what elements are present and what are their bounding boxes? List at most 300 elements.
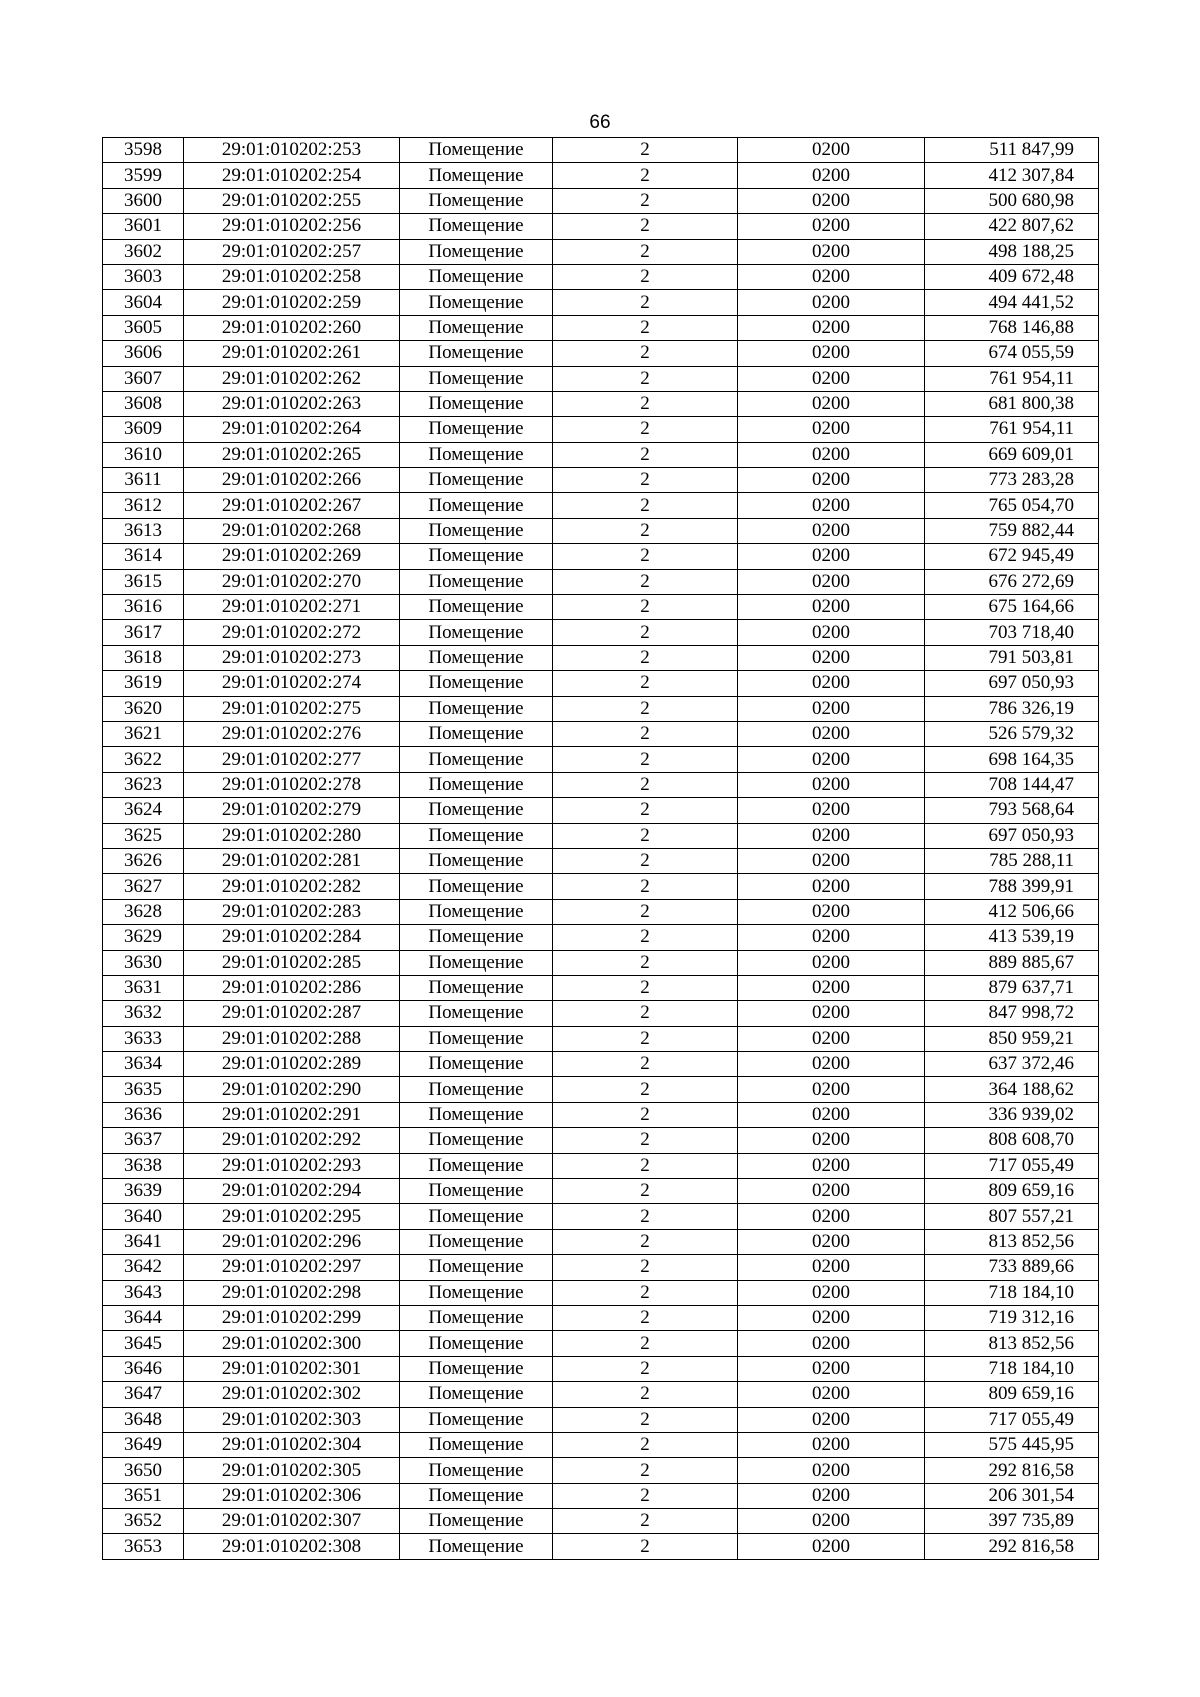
value-cell: 761 954,11 bbox=[925, 366, 1099, 391]
object-type-cell: Помещение bbox=[400, 1356, 553, 1381]
row-number-cell: 3631 bbox=[103, 975, 184, 1000]
code-cell: 0200 bbox=[738, 518, 925, 543]
table-row bbox=[103, 1509, 1099, 1534]
object-type-cell: Помещение bbox=[400, 1432, 553, 1457]
cadastral-number-cell: 29:01:010202:271 bbox=[184, 595, 400, 620]
value-cell: 364 188,62 bbox=[925, 1077, 1099, 1102]
value-cell: 718 184,10 bbox=[925, 1280, 1099, 1305]
code-cell: 0200 bbox=[738, 1382, 925, 1407]
object-type-cell: Помещение bbox=[400, 442, 553, 467]
value-cell: 847 998,72 bbox=[925, 1001, 1099, 1026]
cadastral-number-cell: 29:01:010202:260 bbox=[184, 315, 400, 340]
value-cell: 498 188,25 bbox=[925, 239, 1099, 264]
object-type-cell: Помещение bbox=[400, 1026, 553, 1051]
value-cell: 697 050,93 bbox=[925, 823, 1099, 848]
count-cell: 2 bbox=[553, 1432, 738, 1457]
count-cell: 2 bbox=[553, 950, 738, 975]
cadastral-number-cell: 29:01:010202:253 bbox=[184, 138, 400, 163]
row-number-cell: 3617 bbox=[103, 620, 184, 645]
code-cell: 0200 bbox=[738, 1001, 925, 1026]
count-cell: 2 bbox=[553, 620, 738, 645]
row-number-cell: 3609 bbox=[103, 417, 184, 442]
count-cell: 2 bbox=[553, 315, 738, 340]
table-row bbox=[103, 138, 1099, 163]
count-cell: 2 bbox=[553, 1509, 738, 1534]
object-type-cell: Помещение bbox=[400, 264, 553, 289]
cadastral-number-cell: 29:01:010202:263 bbox=[184, 391, 400, 416]
object-type-cell: Помещение bbox=[400, 823, 553, 848]
code-cell: 0200 bbox=[738, 290, 925, 315]
object-type-cell: Помещение bbox=[400, 1001, 553, 1026]
object-type-cell: Помещение bbox=[400, 1534, 553, 1559]
cadastral-number-cell: 29:01:010202:280 bbox=[184, 823, 400, 848]
count-cell: 2 bbox=[553, 798, 738, 823]
count-cell: 2 bbox=[553, 1153, 738, 1178]
value-cell: 807 557,21 bbox=[925, 1204, 1099, 1229]
cadastral-number-cell: 29:01:010202:254 bbox=[184, 163, 400, 188]
row-number-cell: 3637 bbox=[103, 1128, 184, 1153]
cadastral-number-cell: 29:01:010202:304 bbox=[184, 1432, 400, 1457]
count-cell: 2 bbox=[553, 1483, 738, 1508]
value-cell: 768 146,88 bbox=[925, 315, 1099, 340]
table-row bbox=[103, 1102, 1099, 1127]
row-number-cell: 3650 bbox=[103, 1458, 184, 1483]
value-cell: 850 959,21 bbox=[925, 1026, 1099, 1051]
row-number-cell: 3598 bbox=[103, 138, 184, 163]
cadastral-number-cell: 29:01:010202:283 bbox=[184, 899, 400, 924]
registry-table bbox=[102, 137, 1099, 1560]
object-type-cell: Помещение bbox=[400, 1255, 553, 1280]
table-row bbox=[103, 1483, 1099, 1508]
object-type-cell: Помещение bbox=[400, 1331, 553, 1356]
value-cell: 733 889,66 bbox=[925, 1255, 1099, 1280]
count-cell: 2 bbox=[553, 290, 738, 315]
object-type-cell: Помещение bbox=[400, 138, 553, 163]
code-cell: 0200 bbox=[738, 1432, 925, 1457]
object-type-cell: Помещение bbox=[400, 925, 553, 950]
row-number-cell: 3635 bbox=[103, 1077, 184, 1102]
value-cell: 676 272,69 bbox=[925, 569, 1099, 594]
code-cell: 0200 bbox=[738, 1229, 925, 1254]
count-cell: 2 bbox=[553, 264, 738, 289]
value-cell: 409 672,48 bbox=[925, 264, 1099, 289]
value-cell: 698 164,35 bbox=[925, 747, 1099, 772]
row-number-cell: 3633 bbox=[103, 1026, 184, 1051]
code-cell: 0200 bbox=[738, 391, 925, 416]
code-cell: 0200 bbox=[738, 163, 925, 188]
count-cell: 2 bbox=[553, 1331, 738, 1356]
table-row bbox=[103, 1407, 1099, 1432]
value-cell: 412 307,84 bbox=[925, 163, 1099, 188]
count-cell: 2 bbox=[553, 1534, 738, 1559]
table-row bbox=[103, 1331, 1099, 1356]
object-type-cell: Помещение bbox=[400, 518, 553, 543]
value-cell: 791 503,81 bbox=[925, 645, 1099, 670]
table-row bbox=[103, 1458, 1099, 1483]
code-cell: 0200 bbox=[738, 772, 925, 797]
row-number-cell: 3652 bbox=[103, 1509, 184, 1534]
object-type-cell: Помещение bbox=[400, 1204, 553, 1229]
cadastral-number-cell: 29:01:010202:285 bbox=[184, 950, 400, 975]
value-cell: 773 283,28 bbox=[925, 468, 1099, 493]
count-cell: 2 bbox=[553, 442, 738, 467]
count-cell: 2 bbox=[553, 772, 738, 797]
object-type-cell: Помещение bbox=[400, 188, 553, 213]
value-cell: 813 852,56 bbox=[925, 1331, 1099, 1356]
cadastral-number-cell: 29:01:010202:290 bbox=[184, 1077, 400, 1102]
row-number-cell: 3626 bbox=[103, 848, 184, 873]
value-cell: 637 372,46 bbox=[925, 1052, 1099, 1077]
row-number-cell: 3614 bbox=[103, 544, 184, 569]
code-cell: 0200 bbox=[738, 493, 925, 518]
count-cell: 2 bbox=[553, 1102, 738, 1127]
count-cell: 2 bbox=[553, 518, 738, 543]
cadastral-number-cell: 29:01:010202:307 bbox=[184, 1509, 400, 1534]
row-number-cell: 3613 bbox=[103, 518, 184, 543]
code-cell: 0200 bbox=[738, 366, 925, 391]
cadastral-number-cell: 29:01:010202:276 bbox=[184, 721, 400, 746]
object-type-cell: Помещение bbox=[400, 366, 553, 391]
code-cell: 0200 bbox=[738, 595, 925, 620]
cadastral-number-cell: 29:01:010202:258 bbox=[184, 264, 400, 289]
table-row bbox=[103, 214, 1099, 239]
table-row bbox=[103, 823, 1099, 848]
cadastral-number-cell: 29:01:010202:295 bbox=[184, 1204, 400, 1229]
object-type-cell: Помещение bbox=[400, 1077, 553, 1102]
table-row bbox=[103, 595, 1099, 620]
cadastral-number-cell: 29:01:010202:273 bbox=[184, 645, 400, 670]
value-cell: 397 735,89 bbox=[925, 1509, 1099, 1534]
object-type-cell: Помещение bbox=[400, 721, 553, 746]
object-type-cell: Помещение bbox=[400, 848, 553, 873]
count-cell: 2 bbox=[553, 544, 738, 569]
table-row bbox=[103, 925, 1099, 950]
row-number-cell: 3636 bbox=[103, 1102, 184, 1127]
table-row bbox=[103, 671, 1099, 696]
count-cell: 2 bbox=[553, 188, 738, 213]
value-cell: 697 050,93 bbox=[925, 671, 1099, 696]
table-row bbox=[103, 1229, 1099, 1254]
table-row bbox=[103, 391, 1099, 416]
count-cell: 2 bbox=[553, 341, 738, 366]
table-row bbox=[103, 1255, 1099, 1280]
count-cell: 2 bbox=[553, 899, 738, 924]
table-row bbox=[103, 1305, 1099, 1330]
row-number-cell: 3625 bbox=[103, 823, 184, 848]
object-type-cell: Помещение bbox=[400, 341, 553, 366]
value-cell: 675 164,66 bbox=[925, 595, 1099, 620]
object-type-cell: Помещение bbox=[400, 290, 553, 315]
value-cell: 206 301,54 bbox=[925, 1483, 1099, 1508]
cadastral-number-cell: 29:01:010202:293 bbox=[184, 1153, 400, 1178]
row-number-cell: 3606 bbox=[103, 341, 184, 366]
row-number-cell: 3607 bbox=[103, 366, 184, 391]
code-cell: 0200 bbox=[738, 544, 925, 569]
cadastral-number-cell: 29:01:010202:300 bbox=[184, 1331, 400, 1356]
value-cell: 759 882,44 bbox=[925, 518, 1099, 543]
table-row bbox=[103, 188, 1099, 213]
value-cell: 809 659,16 bbox=[925, 1382, 1099, 1407]
row-number-cell: 3627 bbox=[103, 874, 184, 899]
code-cell: 0200 bbox=[738, 975, 925, 1000]
row-number-cell: 3645 bbox=[103, 1331, 184, 1356]
code-cell: 0200 bbox=[738, 1204, 925, 1229]
cadastral-number-cell: 29:01:010202:279 bbox=[184, 798, 400, 823]
table-row bbox=[103, 772, 1099, 797]
count-cell: 2 bbox=[553, 391, 738, 416]
row-number-cell: 3640 bbox=[103, 1204, 184, 1229]
object-type-cell: Помещение bbox=[400, 239, 553, 264]
cadastral-number-cell: 29:01:010202:269 bbox=[184, 544, 400, 569]
count-cell: 2 bbox=[553, 1280, 738, 1305]
cadastral-number-cell: 29:01:010202:287 bbox=[184, 1001, 400, 1026]
code-cell: 0200 bbox=[738, 645, 925, 670]
table-row bbox=[103, 848, 1099, 873]
table-row bbox=[103, 442, 1099, 467]
row-number-cell: 3603 bbox=[103, 264, 184, 289]
value-cell: 809 659,16 bbox=[925, 1179, 1099, 1204]
row-number-cell: 3630 bbox=[103, 950, 184, 975]
cadastral-number-cell: 29:01:010202:278 bbox=[184, 772, 400, 797]
count-cell: 2 bbox=[553, 1382, 738, 1407]
code-cell: 0200 bbox=[738, 747, 925, 772]
count-cell: 2 bbox=[553, 1458, 738, 1483]
cadastral-number-cell: 29:01:010202:255 bbox=[184, 188, 400, 213]
cadastral-number-cell: 29:01:010202:297 bbox=[184, 1255, 400, 1280]
count-cell: 2 bbox=[553, 671, 738, 696]
count-cell: 2 bbox=[553, 595, 738, 620]
row-number-cell: 3612 bbox=[103, 493, 184, 518]
table-row bbox=[103, 1432, 1099, 1457]
object-type-cell: Помещение bbox=[400, 1509, 553, 1534]
page-number: 66 bbox=[589, 112, 611, 133]
count-cell: 2 bbox=[553, 138, 738, 163]
code-cell: 0200 bbox=[738, 925, 925, 950]
value-cell: 511 847,99 bbox=[925, 138, 1099, 163]
value-cell: 793 568,64 bbox=[925, 798, 1099, 823]
code-cell: 0200 bbox=[738, 442, 925, 467]
cadastral-number-cell: 29:01:010202:305 bbox=[184, 1458, 400, 1483]
count-cell: 2 bbox=[553, 874, 738, 899]
cadastral-number-cell: 29:01:010202:268 bbox=[184, 518, 400, 543]
table-row bbox=[103, 1356, 1099, 1381]
object-type-cell: Помещение bbox=[400, 493, 553, 518]
table-row bbox=[103, 239, 1099, 264]
code-cell: 0200 bbox=[738, 1483, 925, 1508]
cadastral-number-cell: 29:01:010202:272 bbox=[184, 620, 400, 645]
code-cell: 0200 bbox=[738, 1128, 925, 1153]
value-cell: 808 608,70 bbox=[925, 1128, 1099, 1153]
table-row bbox=[103, 1001, 1099, 1026]
object-type-cell: Помещение bbox=[400, 1102, 553, 1127]
code-cell: 0200 bbox=[738, 798, 925, 823]
table-row bbox=[103, 163, 1099, 188]
object-type-cell: Помещение bbox=[400, 1229, 553, 1254]
code-cell: 0200 bbox=[738, 1305, 925, 1330]
object-type-cell: Помещение bbox=[400, 315, 553, 340]
value-cell: 336 939,02 bbox=[925, 1102, 1099, 1127]
object-type-cell: Помещение bbox=[400, 747, 553, 772]
value-cell: 575 445,95 bbox=[925, 1432, 1099, 1457]
row-number-cell: 3602 bbox=[103, 239, 184, 264]
table-row bbox=[103, 366, 1099, 391]
code-cell: 0200 bbox=[738, 1407, 925, 1432]
row-number-cell: 3646 bbox=[103, 1356, 184, 1381]
code-cell: 0200 bbox=[738, 1356, 925, 1381]
code-cell: 0200 bbox=[738, 950, 925, 975]
value-cell: 719 312,16 bbox=[925, 1305, 1099, 1330]
cadastral-number-cell: 29:01:010202:282 bbox=[184, 874, 400, 899]
table-row bbox=[103, 798, 1099, 823]
count-cell: 2 bbox=[553, 163, 738, 188]
value-cell: 526 579,32 bbox=[925, 721, 1099, 746]
row-number-cell: 3644 bbox=[103, 1305, 184, 1330]
value-cell: 813 852,56 bbox=[925, 1229, 1099, 1254]
count-cell: 2 bbox=[553, 1179, 738, 1204]
object-type-cell: Помещение bbox=[400, 1179, 553, 1204]
code-cell: 0200 bbox=[738, 1179, 925, 1204]
count-cell: 2 bbox=[553, 569, 738, 594]
row-number-cell: 3610 bbox=[103, 442, 184, 467]
code-cell: 0200 bbox=[738, 1255, 925, 1280]
value-cell: 717 055,49 bbox=[925, 1407, 1099, 1432]
code-cell: 0200 bbox=[738, 1509, 925, 1534]
count-cell: 2 bbox=[553, 696, 738, 721]
cadastral-number-cell: 29:01:010202:270 bbox=[184, 569, 400, 594]
count-cell: 2 bbox=[553, 1255, 738, 1280]
object-type-cell: Помещение bbox=[400, 544, 553, 569]
row-number-cell: 3601 bbox=[103, 214, 184, 239]
table-row bbox=[103, 569, 1099, 594]
code-cell: 0200 bbox=[738, 874, 925, 899]
table-row bbox=[103, 341, 1099, 366]
value-cell: 708 144,47 bbox=[925, 772, 1099, 797]
object-type-cell: Помещение bbox=[400, 1280, 553, 1305]
table-row bbox=[103, 264, 1099, 289]
value-cell: 292 816,58 bbox=[925, 1534, 1099, 1559]
code-cell: 0200 bbox=[738, 214, 925, 239]
cadastral-number-cell: 29:01:010202:275 bbox=[184, 696, 400, 721]
table-row bbox=[103, 1026, 1099, 1051]
object-type-cell: Помещение bbox=[400, 1305, 553, 1330]
row-number-cell: 3634 bbox=[103, 1052, 184, 1077]
count-cell: 2 bbox=[553, 1026, 738, 1051]
code-cell: 0200 bbox=[738, 264, 925, 289]
code-cell: 0200 bbox=[738, 468, 925, 493]
object-type-cell: Помещение bbox=[400, 595, 553, 620]
table-row bbox=[103, 1077, 1099, 1102]
cadastral-number-cell: 29:01:010202:264 bbox=[184, 417, 400, 442]
object-type-cell: Помещение bbox=[400, 671, 553, 696]
table-row bbox=[103, 721, 1099, 746]
table-row bbox=[103, 950, 1099, 975]
count-cell: 2 bbox=[553, 925, 738, 950]
cadastral-number-cell: 29:01:010202:298 bbox=[184, 1280, 400, 1305]
value-cell: 786 326,19 bbox=[925, 696, 1099, 721]
table-row bbox=[103, 899, 1099, 924]
row-number-cell: 3649 bbox=[103, 1432, 184, 1457]
object-type-cell: Помещение bbox=[400, 899, 553, 924]
value-cell: 788 399,91 bbox=[925, 874, 1099, 899]
object-type-cell: Помещение bbox=[400, 1128, 553, 1153]
value-cell: 718 184,10 bbox=[925, 1356, 1099, 1381]
row-number-cell: 3639 bbox=[103, 1179, 184, 1204]
object-type-cell: Помещение bbox=[400, 1153, 553, 1178]
count-cell: 2 bbox=[553, 468, 738, 493]
code-cell: 0200 bbox=[738, 239, 925, 264]
value-cell: 669 609,01 bbox=[925, 442, 1099, 467]
row-number-cell: 3643 bbox=[103, 1280, 184, 1305]
count-cell: 2 bbox=[553, 848, 738, 873]
count-cell: 2 bbox=[553, 214, 738, 239]
cadastral-number-cell: 29:01:010202:284 bbox=[184, 925, 400, 950]
table-row bbox=[103, 290, 1099, 315]
object-type-cell: Помещение bbox=[400, 569, 553, 594]
cadastral-number-cell: 29:01:010202:274 bbox=[184, 671, 400, 696]
row-number-cell: 3621 bbox=[103, 721, 184, 746]
table-row bbox=[103, 417, 1099, 442]
row-number-cell: 3647 bbox=[103, 1382, 184, 1407]
count-cell: 2 bbox=[553, 1305, 738, 1330]
object-type-cell: Помещение bbox=[400, 1407, 553, 1432]
row-number-cell: 3632 bbox=[103, 1001, 184, 1026]
object-type-cell: Помещение bbox=[400, 696, 553, 721]
object-type-cell: Помещение bbox=[400, 645, 553, 670]
value-cell: 500 680,98 bbox=[925, 188, 1099, 213]
row-number-cell: 3642 bbox=[103, 1255, 184, 1280]
object-type-cell: Помещение bbox=[400, 874, 553, 899]
cadastral-number-cell: 29:01:010202:288 bbox=[184, 1026, 400, 1051]
row-number-cell: 3604 bbox=[103, 290, 184, 315]
object-type-cell: Помещение bbox=[400, 975, 553, 1000]
cadastral-number-cell: 29:01:010202:261 bbox=[184, 341, 400, 366]
table-row bbox=[103, 1153, 1099, 1178]
count-cell: 2 bbox=[553, 645, 738, 670]
value-cell: 292 816,58 bbox=[925, 1458, 1099, 1483]
row-number-cell: 3605 bbox=[103, 315, 184, 340]
row-number-cell: 3629 bbox=[103, 925, 184, 950]
object-type-cell: Помещение bbox=[400, 214, 553, 239]
code-cell: 0200 bbox=[738, 1280, 925, 1305]
table-row bbox=[103, 1052, 1099, 1077]
row-number-cell: 3623 bbox=[103, 772, 184, 797]
cadastral-number-cell: 29:01:010202:259 bbox=[184, 290, 400, 315]
row-number-cell: 3608 bbox=[103, 391, 184, 416]
count-cell: 2 bbox=[553, 1204, 738, 1229]
value-cell: 879 637,71 bbox=[925, 975, 1099, 1000]
count-cell: 2 bbox=[553, 1229, 738, 1254]
code-cell: 0200 bbox=[738, 188, 925, 213]
cadastral-number-cell: 29:01:010202:299 bbox=[184, 1305, 400, 1330]
object-type-cell: Помещение bbox=[400, 468, 553, 493]
value-cell: 681 800,38 bbox=[925, 391, 1099, 416]
cadastral-number-cell: 29:01:010202:277 bbox=[184, 747, 400, 772]
value-cell: 494 441,52 bbox=[925, 290, 1099, 315]
code-cell: 0200 bbox=[738, 1026, 925, 1051]
code-cell: 0200 bbox=[738, 341, 925, 366]
registry-table-body bbox=[103, 138, 1099, 1560]
count-cell: 2 bbox=[553, 366, 738, 391]
count-cell: 2 bbox=[553, 1407, 738, 1432]
value-cell: 703 718,40 bbox=[925, 620, 1099, 645]
cadastral-number-cell: 29:01:010202:306 bbox=[184, 1483, 400, 1508]
code-cell: 0200 bbox=[738, 1102, 925, 1127]
value-cell: 765 054,70 bbox=[925, 493, 1099, 518]
object-type-cell: Помещение bbox=[400, 798, 553, 823]
code-cell: 0200 bbox=[738, 696, 925, 721]
table-row bbox=[103, 1280, 1099, 1305]
cadastral-number-cell: 29:01:010202:291 bbox=[184, 1102, 400, 1127]
